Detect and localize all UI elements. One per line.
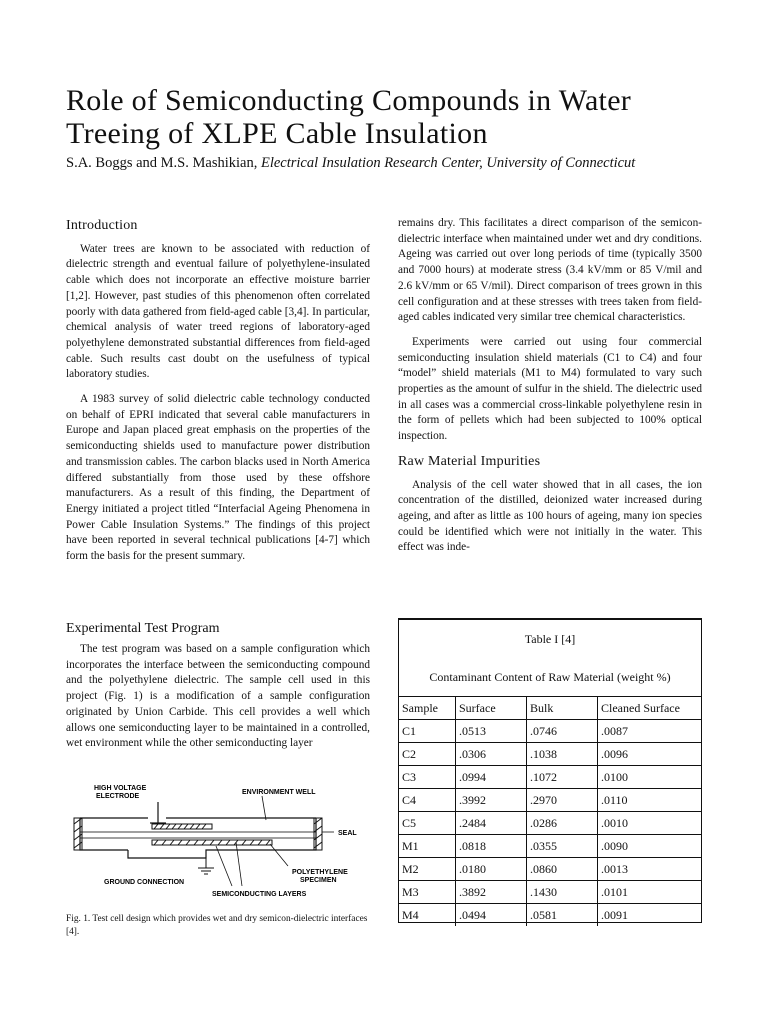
test-cell-figure <box>66 780 370 910</box>
label-polyethylene: POLYETHYLENE <box>292 869 348 876</box>
cell-cleaned-surface: .0091 <box>598 904 702 927</box>
cell-surface: .2484 <box>456 812 527 835</box>
left-column <box>66 218 370 574</box>
table-1 <box>398 618 702 923</box>
cell-surface: .0180 <box>456 858 527 881</box>
column-header-bulk: Bulk <box>527 697 598 720</box>
figure-caption: Fig. 1. Test cell design which provides wet and dry semicon-dielectric interfaces [4]. <box>66 914 368 937</box>
cell-surface: .3992 <box>456 789 527 812</box>
cell-surface: .0494 <box>456 904 527 927</box>
author-affiliation: Electrical Insulation Research Center, University of Connecticut <box>260 155 636 171</box>
polyethylene-specimen <box>80 832 316 838</box>
label-environment-well: ENVIRONMENT WELL <box>242 789 316 796</box>
cell-bulk: .0746 <box>527 720 598 743</box>
label-seal: SEAL <box>338 830 357 837</box>
semiconducting-layers <box>152 824 272 845</box>
title-line-1: Role of Semiconducting Compounds in Water <box>66 84 632 117</box>
cell-bulk: .0286 <box>527 812 598 835</box>
label-electrode: ELECTRODE <box>96 793 140 800</box>
cell-sample: C5 <box>399 812 456 835</box>
cell-sample: C3 <box>399 766 456 789</box>
experimental-heading: Experimental Test Program <box>66 621 220 636</box>
column-header-cleaned-surface: Cleaned Surface <box>598 697 702 720</box>
cell-bulk: .1072 <box>527 766 598 789</box>
introduction-paragraph-2: A 1983 survey of solid dielectric cable technology conducted on behalf of EPRI indicated that several cable manufacturers in Europe and Japan placed great emphasis on the properties of the semiconducting shields used to manufacture power distribution and transmission cables. The carbon blacks used in North America differed substantially from those used by these offshore manufacturers. As a result of this finding, the Department of Energy initiated a project titled “Interfacial Ageing Phenomena in Power Cable Insulation Systems.” The findings of this project have been reported in several technical publications [4-7] which form the basis for the present summary. <box>66 393 370 563</box>
table-row <box>399 720 701 743</box>
cell-surface: .0994 <box>456 766 527 789</box>
cell-surface: .0818 <box>456 835 527 858</box>
introduction-heading: Introduction <box>66 218 138 233</box>
cell-bulk: .2970 <box>527 789 598 812</box>
cell-sample: C2 <box>399 743 456 766</box>
table-row <box>399 743 701 766</box>
cell-bulk: .0581 <box>527 904 598 927</box>
cell-bulk: .1038 <box>527 743 598 766</box>
cell-sample: M3 <box>399 881 456 904</box>
column-header-surface: Surface <box>456 697 527 720</box>
table-header-row <box>399 697 701 720</box>
column-header-sample: Sample <box>399 697 456 720</box>
table-row <box>399 835 701 858</box>
cell-surface: .0306 <box>456 743 527 766</box>
cell-cleaned-surface: .0110 <box>598 789 702 812</box>
cell-bulk: .1430 <box>527 881 598 904</box>
cell-sample: M2 <box>399 858 456 881</box>
cell-cleaned-surface: .0087 <box>598 720 702 743</box>
cell-surface: .3892 <box>456 881 527 904</box>
raw-material-heading: Raw Material Impurities <box>398 453 541 469</box>
right-column <box>398 216 702 565</box>
title-line-2: Treeing of XLPE Cable Insulation <box>66 117 488 150</box>
cell-sample: M4 <box>399 904 456 927</box>
experiments-paragraph: Experiments were carried out using four commercial semiconducting insulation shield materials (C1 to C4) and four “model” shield materials (M1 to M4) formulated to vary such properties as the amount of sulfur in the shield. The dielectric used in all cases was a commercial cross-linkable polyethylene resin in the form of pellets which had been subjected to 100% optical inspection. <box>398 335 702 443</box>
experimental-paragraph: The test program was based on a sample configuration which incorporates the interface between the semiconducting compound and the polyethylene dielectric. The sample cell used in this project (Fig. 1) is a modification of a sample configuration originated by Union Carbide. This cell provides a well which allows one semiconducting layer to be maintained in a controlled, wet environment while the other semiconducting layer <box>66 643 370 750</box>
table-row <box>399 904 701 927</box>
cell-cleaned-surface: .0100 <box>598 766 702 789</box>
label-semiconducting-layers: SEMICONDUCTING LAYERS <box>212 891 307 898</box>
table-subtitle: Contaminant Content of Raw Material (weight %) <box>429 670 671 684</box>
paper-title <box>66 84 726 150</box>
cell-sample: C4 <box>399 789 456 812</box>
cell-sample: M1 <box>399 835 456 858</box>
table-row <box>399 858 701 881</box>
continued-paragraph: remains dry. This facilitates a direct comparison of the semicon-dielectric interface when maintained under wet and dry conditions. Ageing was carried out over long periods of time (typically 3500 and 7000 hours) at moderate stress (3.4 kV/mm or 85 V/mil and 2.6 kV/mm or 65 V/mil). Direct comparison of trees grown in this cell configuration and at these stresses with trees taken from field-aged cables indicated very similar tree chemical characteristics. <box>398 217 702 324</box>
cell-cleaned-surface: .0013 <box>598 858 702 881</box>
cell-sample: C1 <box>399 720 456 743</box>
table-row <box>399 881 701 904</box>
cell-cleaned-surface: .0010 <box>598 812 702 835</box>
cell-surface: .0513 <box>456 720 527 743</box>
table-title: Table I [4] <box>524 632 576 646</box>
table-row <box>399 789 701 812</box>
author-line <box>66 155 635 172</box>
cell-cleaned-surface: .0096 <box>598 743 702 766</box>
ground-symbol <box>198 858 214 874</box>
high-voltage-electrode <box>150 802 166 823</box>
cell-cleaned-surface: .0101 <box>598 881 702 904</box>
introduction-paragraph-1: Water trees are known to be associated with reduction of dielectric strength and eventual failure of polyethylene-insulated cable which does not incorporate an effective moisture barrier [1,2]. However, past studies of this phenomenon often correlated poorly with data gathered from field-aged cable [3,4]. In particular, chemical analysis of water treed regions of laboratory-aged polyethylene demonstrated substantial differences from field-aged cable. Such results cast doubt on the usefulness of typical laboratory studies. <box>66 242 370 381</box>
label-high-voltage: HIGH VOLTAGE <box>94 785 147 792</box>
label-specimen: SPECIMEN <box>300 877 337 884</box>
label-ground-connection: GROUND CONNECTION <box>104 879 185 886</box>
table-row <box>399 766 701 789</box>
raw-material-paragraph: Analysis of the cell water showed that in all cases, the ion concentration of the distilled, deionized water increased during ageing, and after as little as 100 hours of ageing, many ion species could be identified which were not initially in the water. This effect was inde- <box>398 478 702 554</box>
cell-cleaned-surface: .0090 <box>598 835 702 858</box>
cell-bulk: .0860 <box>527 858 598 881</box>
table-row <box>399 812 701 835</box>
contaminant-table <box>399 696 701 926</box>
author-names: S.A. Boggs and M.S. Mashikian, <box>66 155 258 171</box>
cell-bulk: .0355 <box>527 835 598 858</box>
